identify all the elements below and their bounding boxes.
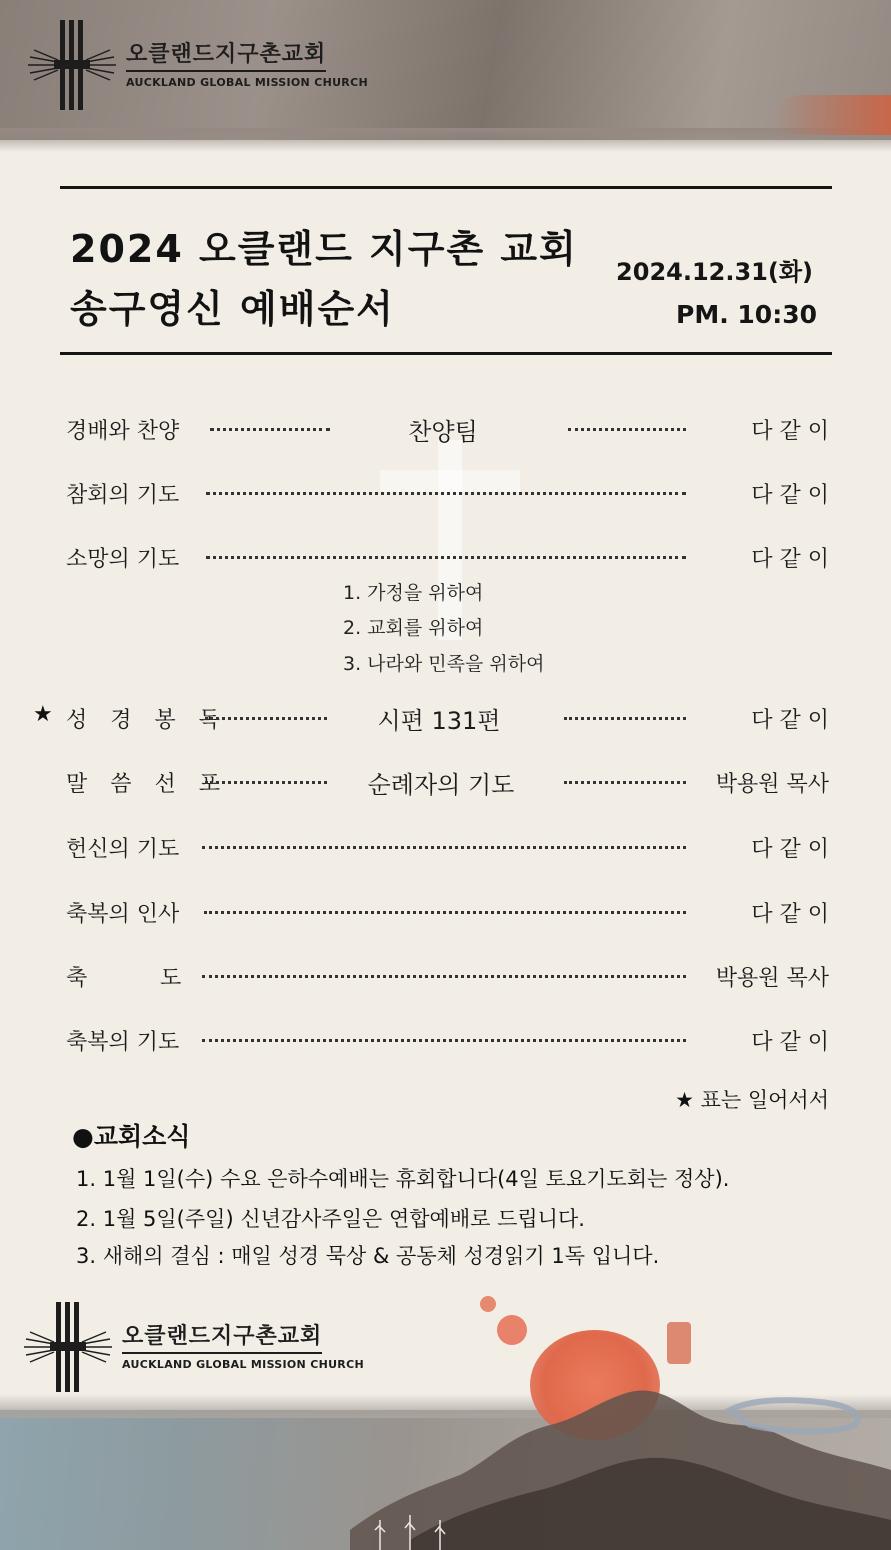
prayer-item: 3. 나라와 민족을 위하여: [343, 653, 545, 675]
title-line-2: 송구영신 예배순서: [70, 287, 395, 331]
leader-dots: [202, 975, 686, 978]
order-label: 성 경 봉 독: [66, 708, 228, 733]
header-bottom-rule: [60, 352, 832, 355]
leader-dots: [210, 428, 330, 431]
news-heading: ●교회소식: [72, 1122, 191, 1151]
leader-dots: [205, 781, 327, 784]
order-row: [0, 889, 891, 929]
prayer-item: 2. 교회를 위하여: [343, 617, 484, 639]
leader-dots: [206, 492, 686, 495]
logo-name-ko: 오클랜드지구촌교회: [122, 1324, 322, 1354]
order-label: 헌신의 기도: [66, 837, 180, 862]
news-item: 2. 1월 5일(주일) 신년감사주일은 연합예배로 드립니다.: [76, 1207, 585, 1231]
leader-dots: [202, 1039, 686, 1042]
order-who: 다 같 이: [751, 419, 829, 444]
leader-dots: [204, 911, 686, 914]
ink-mountain-decoration: [350, 1380, 891, 1550]
order-who: 다 같 이: [751, 483, 829, 508]
order-row: [0, 1017, 891, 1057]
prayer-item: 1. 가정을 위하여: [343, 582, 484, 604]
order-who: 다 같 이: [751, 1030, 829, 1055]
order-row: [0, 759, 891, 799]
cross-rays-icon: [28, 20, 116, 110]
cross-rays-icon: [24, 1302, 112, 1392]
order-who: 박용원 목사: [715, 772, 829, 797]
logo-name-ko: 오클랜드지구촌교회: [126, 42, 326, 72]
order-label: 축복의 기도: [66, 1030, 180, 1055]
order-who: 다 같 이: [751, 708, 829, 733]
order-middle: 순례자의 기도: [367, 771, 515, 799]
leader-dots: [564, 781, 686, 784]
leader-dots: [205, 717, 327, 720]
order-row: [0, 695, 891, 735]
red-seal-stamp-icon: [667, 1322, 691, 1364]
order-who: 다 같 이: [751, 902, 829, 927]
order-label: 참회의 기도: [66, 483, 180, 508]
title-line-1: 2024 오클랜드 지구촌 교회: [70, 227, 578, 271]
news-item: 1. 1월 1일(수) 수요 은하수예배는 휴회합니다(4일 토요기도회는 정상).: [76, 1167, 730, 1191]
leader-dots: [202, 846, 686, 849]
order-row: [0, 534, 891, 574]
leader-dots: [568, 428, 686, 431]
order-who: 다 같 이: [751, 837, 829, 862]
news-item: 3. 새해의 결심 : 매일 성경 묵상 & 공동체 성경읽기 1독 입니다.: [76, 1244, 660, 1268]
top-red-accent: [771, 95, 891, 135]
leader-dots: [206, 556, 686, 559]
order-who: 박용원 목사: [715, 966, 829, 991]
service-time: PM. 10:30: [676, 300, 817, 329]
church-logo-bottom: [24, 1302, 364, 1392]
logo-name-en: AUCKLAND GLOBAL MISSION CHURCH: [126, 75, 368, 89]
order-row: [0, 406, 891, 446]
church-logo-top: [28, 20, 368, 110]
order-middle: 시편 131편: [377, 707, 501, 735]
order-label: 소망의 기도: [66, 547, 180, 572]
order-label: 경배와 찬양: [66, 419, 180, 444]
order-label: 축복의 인사: [66, 902, 180, 927]
red-dot-decoration: [480, 1296, 496, 1312]
service-date: 2024.12.31(화): [616, 258, 813, 286]
order-label: 축: [66, 966, 88, 991]
standing-star-icon: ★: [33, 702, 53, 727]
leader-dots: [564, 717, 686, 720]
order-row: [0, 824, 891, 864]
order-row: [0, 953, 891, 993]
order-middle: 찬양팀: [408, 418, 478, 446]
order-who: 다 같 이: [751, 547, 829, 572]
standing-note: ★ 표는 일어서서: [675, 1088, 829, 1112]
order-label-second: 도: [160, 966, 182, 991]
header-top-rule: [60, 186, 832, 189]
red-dot-decoration: [497, 1315, 527, 1345]
order-row: [0, 470, 891, 510]
order-label: 말 씀 선 포: [66, 772, 228, 797]
logo-name-en: AUCKLAND GLOBAL MISSION CHURCH: [122, 1357, 364, 1371]
